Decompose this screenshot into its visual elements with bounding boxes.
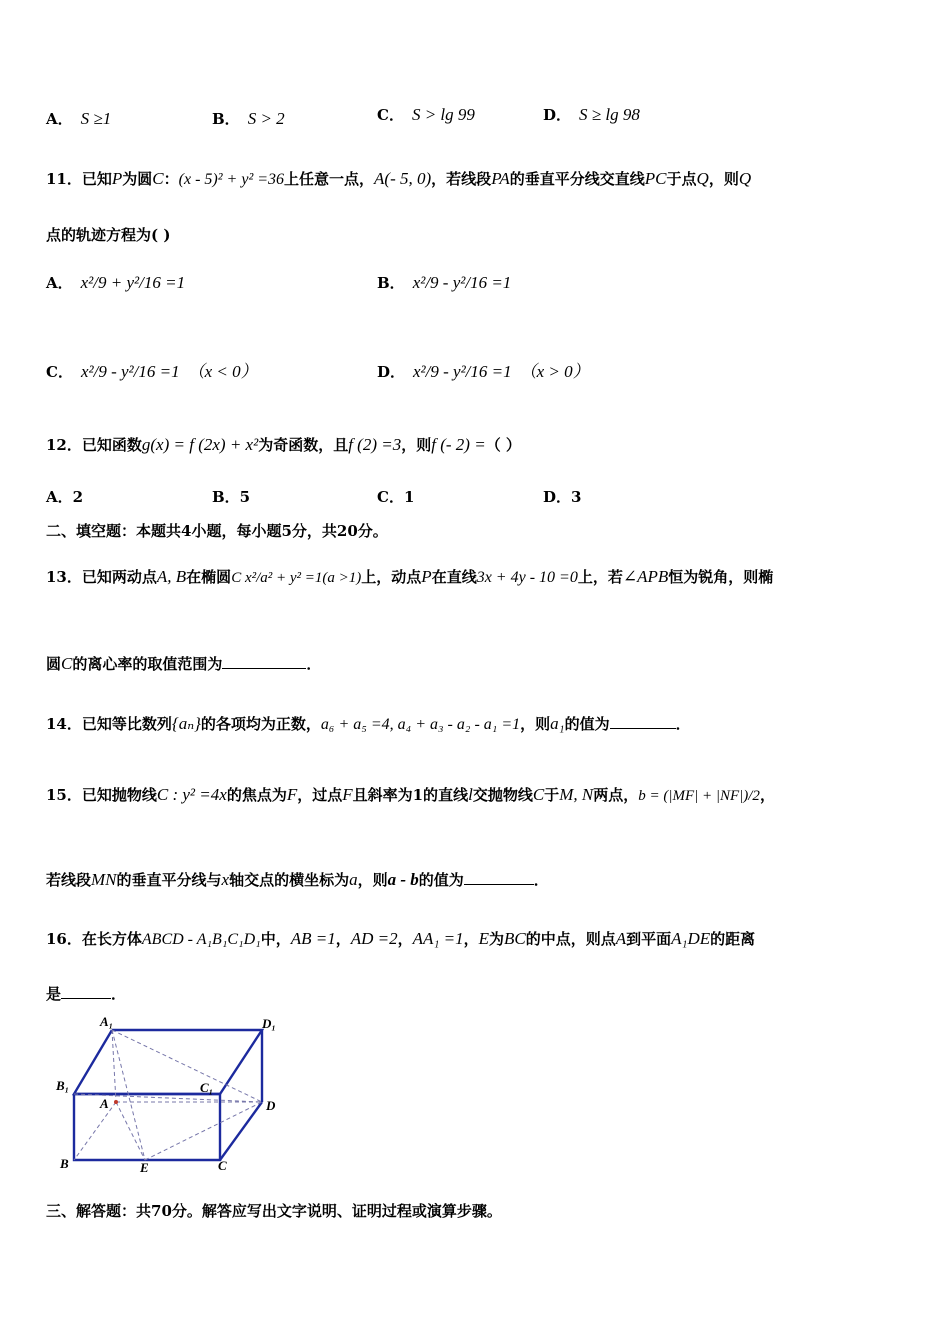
label-e: E — [140, 1160, 149, 1175]
cuboid-figure — [52, 1012, 292, 1177]
label-d: D — [266, 1098, 276, 1113]
label-b: B — [60, 1156, 69, 1171]
q11-option-b: B． x²/9 - y²/16 =1 — [377, 273, 512, 292]
q16-answer-blank[interactable] — [61, 982, 111, 999]
q16-stem: 16．在长方体ABCD - A₁B₁C₁D₁中，AB =1，AD =2，AA₁ =1，E为BC的中点，则点A到平面A₁DE的距离 — [46, 929, 756, 948]
q10-option-a: A． S ≥1 — [46, 109, 112, 128]
point-a — [114, 1100, 118, 1104]
q14-stem: 14．已知等比数列{aₙ}的各项均为正数，a₆ + a₅ =4, a₄ + a₃ - a₂ - a₁ =1，则a₁的值为 ． — [46, 714, 691, 733]
q12-option-b: B．5 — [212, 488, 251, 506]
q10-option-d: D． S ≥ lg 98 — [543, 105, 640, 124]
q13-stem-line2: 圆C的离心率的取值范围为 ． — [46, 654, 322, 673]
label-d1: D₁ — [262, 1016, 276, 1031]
q12-stem: 12．已知函数g(x) = f (2x) + x²为奇函数，且f (2) =3，则f (- 2) =（ ） — [46, 435, 521, 454]
hidden-a-b — [74, 1102, 116, 1160]
q10-option-b: B． S > 2 — [212, 109, 285, 128]
q11-option-c: C． x²/9 - y²/16 =1 （x < 0） — [46, 362, 258, 381]
q11-option-d: D． x²/9 - y²/16 =1 （x > 0） — [377, 362, 590, 381]
q13-answer-blank[interactable] — [222, 652, 306, 669]
edge-top-face — [74, 1030, 262, 1094]
label-b1: B₁ — [56, 1078, 70, 1093]
q10-option-c: C． S > lg 99 — [377, 105, 475, 124]
edge-front-face — [74, 1094, 220, 1160]
label-a: A — [100, 1096, 109, 1111]
q11-option-a: A． x²/9 + y²/16 =1 — [46, 273, 186, 292]
hidden-a-e — [116, 1102, 145, 1160]
label-c1: C₁ — [200, 1080, 214, 1095]
q15-stem: 15．已知抛物线C : y² =4x的焦点为F，过点F且斜率为1的直线l交抛物线C于M, N两点，b = (|MF| + |NF|)/2， — [46, 785, 775, 804]
label-a1: A₁ — [100, 1014, 114, 1029]
q15-answer-blank[interactable] — [464, 868, 534, 885]
q12-option-c: C．1 — [377, 488, 415, 506]
edge-c-d — [220, 1102, 262, 1160]
q12-option-d: D．3 — [543, 488, 582, 506]
q15-stem-line2: 若线段MN的垂直平分线与x轴交点的横坐标为a，则a - b的值为 ． — [46, 870, 549, 889]
hidden-a1-a — [112, 1030, 116, 1102]
section-fill-in-title: 二、填空题：本题共4小题，每小题5分，共20分。 — [46, 522, 388, 540]
q11-stem-line2: 点的轨迹方程为( ) — [46, 226, 171, 244]
q11-stem: 11．已知P为圆C：(x - 5)² + y² =36上任意一点，A(- 5, 0)，若线段PA的垂直平分线交直线PC于点Q，则Q — [46, 169, 752, 188]
q16-stem-line2: 是 ． — [46, 982, 904, 1005]
q14-answer-blank[interactable] — [610, 712, 676, 729]
hidden-e-d — [145, 1102, 262, 1160]
label-c: C — [218, 1158, 227, 1173]
q12-option-a: A．2 — [46, 488, 84, 506]
q13-stem: 13．已知两动点A, B在椭圆C x²/a² + y² =1(a >1)上，动点P在直线3x + 4y - 10 =0上，若∠APB恒为锐角，则椭 — [46, 567, 774, 586]
section-answer-title: 三、解答题：共70分。解答应写出文字说明、证明过程或演算步骤。 — [46, 1202, 502, 1220]
